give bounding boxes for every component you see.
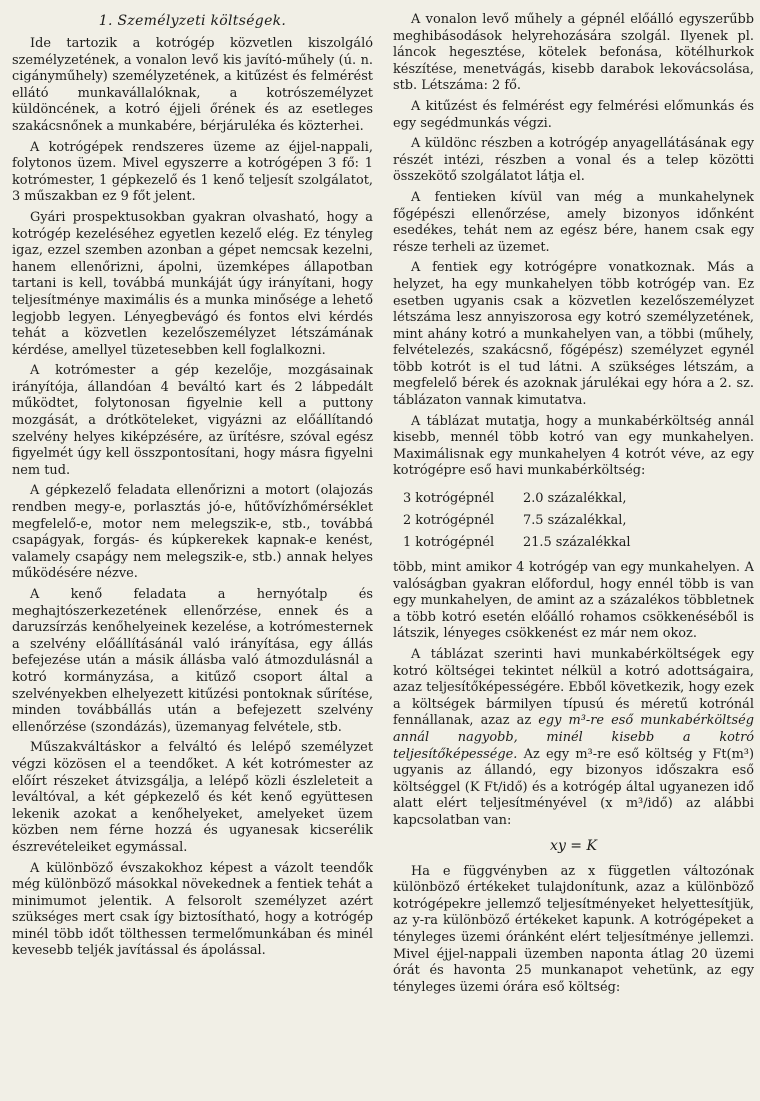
table-key: 1 kotrógépnél [403,535,495,551]
left-column [12,12,373,1101]
formula: xy = K [550,837,597,854]
paragraph: Gyári prospektusokban gyakran olvasható, hogy a kotrógép kezeléséhez egyetlen kezelő elég. Ez tényleg igaz, ezzel szemben azonban a gépet nemcsak kezelni, hanem ellenőrizni, ápolni, üzemképes állapotban tartani is kell, továbbá munkáját úgy irányítani, hogy teljesítménye maximális és a munka minősége a lehető legjobb legyen. Lényegbevágó és fontos elvi kérdés tehát a közvetlen kezelőszemélyzet létszámának kérdése, amellyel tüzetesebben kell foglalkozni. [12,209,373,358]
paragraph: A táblázat mutatja, hogy a munkabérköltség annál kisebb, mennél több kotró van egy munkahelyen. Maximálisnak egy munkahelyen 4 kotrót véve, az egy kotrógépre eső havi munkabérköltség: [393,413,754,479]
paragraph: A gépkezelő feladata ellenőrizni a motort (olajozás rendben megy-e, porlasztás jó-e, hűtővízhőmérséklet megfelelő-e, motor nem melegszik-e, stb., továbbá csapágyak, forgás- és kúpkerekek kapnak-e kenést, valamely csapágy nem melegszik-e, stb.) annak helyes működésére nézve. [12,483,373,582]
paragraph: A küldönc részben a kotrógép anyagellátásának egy részét intézi, részben a vonal és a telep közötti összekötő szolgálatot látja el. [393,136,754,185]
percentage-table [393,488,754,554]
paragraph: több, mint amikor 4 kotrógép van egy munkahelyen. A valóságban gyakran előfordul, hogy ennél több is van egy munkahelyen, de amint az a százalékos többletnek a több kotró esetén előálló rohamos csökkenéséből is látszik, lényeges csökkenést ez már nem okoz. [393,560,754,642]
paragraph [393,647,754,830]
right-column [393,12,754,1101]
table-row [393,510,754,532]
paragraph: A kotrómester a gép kezelője, mozgásainak irányítója, állandóan 4 beváltó kart és 2 lábpedált működtet, folytonosan figyelnie kell a puttony mozgását, a drótköteleket, vigyázni az előállítandó szelvény helyes kiképzésére, az ürítésre, szóval egész figyelmét úgy kell összpontosítani, hogy másra figyelni nem tud. [12,363,373,478]
section-heading: 1. Személyzeti költségek. [98,13,287,29]
table-value: 21.5 százalékkal [523,535,631,551]
emphasis-text: egy m³-re eső munkabérköltség annál nagyobb, minél kisebb a kotró teljesítőképessége. [393,713,754,762]
paragraph: Műszakváltáskor a felváltó és lelépő személyzet végzi közösen el a teendőket. A két kotrómester az előírt részeket átvizsgálja, a lelépő közli észleleteit a leváltóval, a két gépkezelő és két kenő együttesen lekenik azokat a kenőhelyeket, amelyeket üzem közben nem férne hozzá és ugyanesak kicserélik észrevételeiket egymással. [12,740,373,855]
paragraph: A vonalon levő műhely a gépnél előálló egyszerűbb meghibásodások helyrehozására szolgál. Ilyenek pl. láncok hegesztése, kötelek befonása, kötélhurkok készítése, menetvágás, kisebb darabok lekovácsolása, stb. Létszáma: 2 fő. [393,12,754,94]
table-value: 2.0 százalékkal, [523,491,627,507]
table-row [393,488,754,510]
text-run: A táblázat szerinti havi munkabérköltségek egy kotró költségei tekintet nélkül a kotró adottságaira, azaz teljesítőképességére. Ebből következik, hogy ezek a költségek bármilyen típusú és méretű kotrónál fennállanak, azaz az [393,647,754,729]
paragraph: A fentieken kívül van még a munkahelynek főgépészi ellenőrzése, amely bizonyos időnként esedékes, tehát nem az egész bére, hanem csak egy része terheli az üzemet. [393,189,754,255]
paragraph: A fentiek egy kotrógépre vonatkoznak. Más a helyzet, ha egy munkahelyen több kotrógép van. Ez esetben ugyanis csak a közvetlen kezelőszemélyzet létszáma lesz annyiszorosa egy kotró személyzetének, mint ahány kotró a munkahelyen van, a többi (műhely, felvételezés, szakácsnő, főgépész) személyzet egynél több kotrót is el tud látni. A szükséges létszám, a megfelelő bérek és azoknak járulékai egy hóra a 2. sz. táblázaton vannak kimutatva. [393,260,754,409]
paragraph: Ha e függvényben az x független változónak különböző értékeket tulajdonítunk, azaz a különböző kotrógépekre jellemző teljesítményeket helyettesítjük, az y-ra különböző értékeket kapunk. A kotrógépeket a tényleges üzemi óránként elért teljesítménye jellemzi. Mivel éjjel-nappali üzemben naponta átlag 20 üzemi órát és havonta 25 munkanapot vehetünk, az egy tényleges üzemi órára eső költség: [393,863,754,995]
table-key: 2 kotrógépnél [403,513,495,529]
paragraph: A kenő feladata a hernyótalp és meghajtószerkezetének ellenőrzése, ennek és a daruzsírzás kenőhelyeinek kezelése, a kotrómesternek a szelvény előállításánál való irányítása, egy állás befejezése után a másik állásba való átmozdulásnál a kotró kormányzása, a kitűző csoport által a szelvényekben elhelyezett kitűzési pontoknak sűrítése, minden továbbállás után a befejezett szelvény ellenőrzése (szondázás), üzemanyag felvétele, stb. [12,587,373,735]
paragraph: A kitűzést és felmérést egy felmérési előmunkás és egy segédmunkás végzi. [393,98,754,131]
paragraph: A kotrógépek rendszeres üzeme az éjjel-nappali, folytonos üzem. Mivel egyszerre a kotrógépen 3 fő: 1 kotrómester, 1 gépkezelő és 1 kenő teljesít szolgálatot, 3 műszakban ez 9 főt jelent. [12,139,373,205]
text-run: Az egy m³-re eső költség y Ft(m³) ugyanis az állandó, egy bizonyos időszakra eső költséggel (K Ft/idő) és a kotrógép által ugyanezen idő alatt elért teljesítményével (x m³/idő) az alábbi kapcsolatban van: [393,746,754,828]
table-key: 3 kotrógépnél [403,491,495,507]
table-row [393,532,754,554]
table-value: 7.5 százalékkal, [523,513,627,529]
paragraph: A különböző évszakokhoz képest a vázolt teendők még különböző másokkal növekednek a fentiek tehát a minimumot jelentik. A felsorolt személyzet azért szükséges mert csak így biztosítható, hogy a kotrógép minél több időt tölthessen termelőmunkában és minél kevesebb teljék javítással és ápolással. [12,860,373,959]
paragraph: Ide tartozik a kotrógép közvetlen kiszolgáló személyzetének, a vonalon levő kis javító-műhely (ú. n. cigányműhely) személyzetének, a kitűzést és felmérést ellátó munkavállalóknak, a kotrószemélyzet küldöncének, a kotró éjjeli őrének és az esetleges szakácsnőnek a munkabére, bérjáruléka és közterhei. [12,36,373,134]
